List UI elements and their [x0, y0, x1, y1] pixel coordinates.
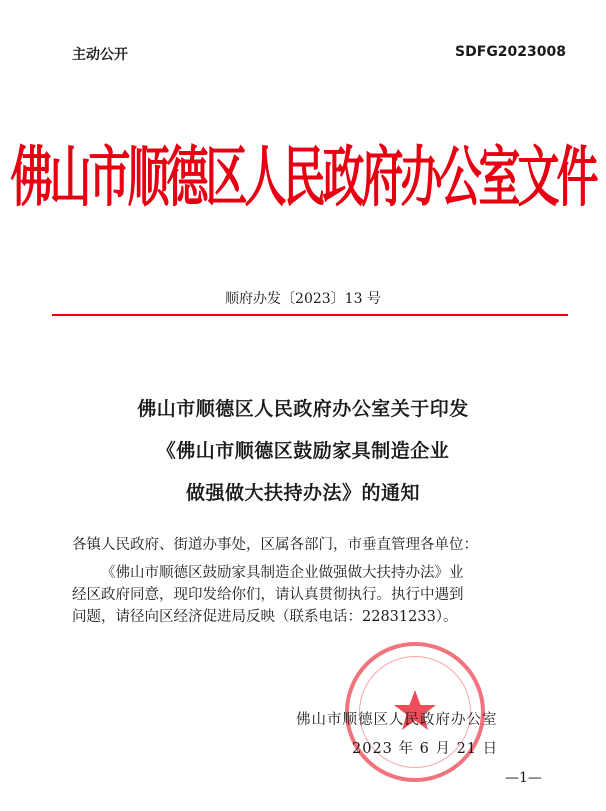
- document-number: 顺府办发〔2023〕13 号: [225, 291, 381, 307]
- notice-title-line-1: 佛山市顺德区人民政府办公室关于印发: [137, 398, 469, 420]
- signing-organization: 佛山市顺德区人民政府办公室: [296, 712, 498, 728]
- addressee: 各镇人民政府、街道办事处，区属各部门，市垂直管理各单位：: [72, 537, 478, 553]
- body-line-3: 问题，请径向区经济促进局反映（联系电话：22831233）。: [72, 609, 458, 625]
- body-line-2: 经区政府同意，现印发给你们，请认真贯彻执行。执行中遇到: [72, 587, 464, 603]
- notice-body: [72, 562, 544, 628]
- notice-title-line-3: 做强做大扶持办法》的通知: [185, 482, 420, 504]
- notice-title-line-2: 《佛山市顺德区鼓励家具制造企业: [156, 440, 450, 462]
- issuer-header-title: 佛山市顺德区人民政府办公室文件: [10, 138, 596, 215]
- disclosure-label: 主动公开: [72, 47, 128, 63]
- signing-date: 2023 年 6 月 21 日: [352, 741, 499, 757]
- body-line-1: 《佛山市顺德区鼓励家具制造企业做强做大扶持办法》业: [101, 565, 464, 581]
- red-divider-line: [52, 314, 568, 316]
- page-number: —1—: [505, 770, 542, 786]
- document-code: SDFG2023008: [455, 44, 566, 60]
